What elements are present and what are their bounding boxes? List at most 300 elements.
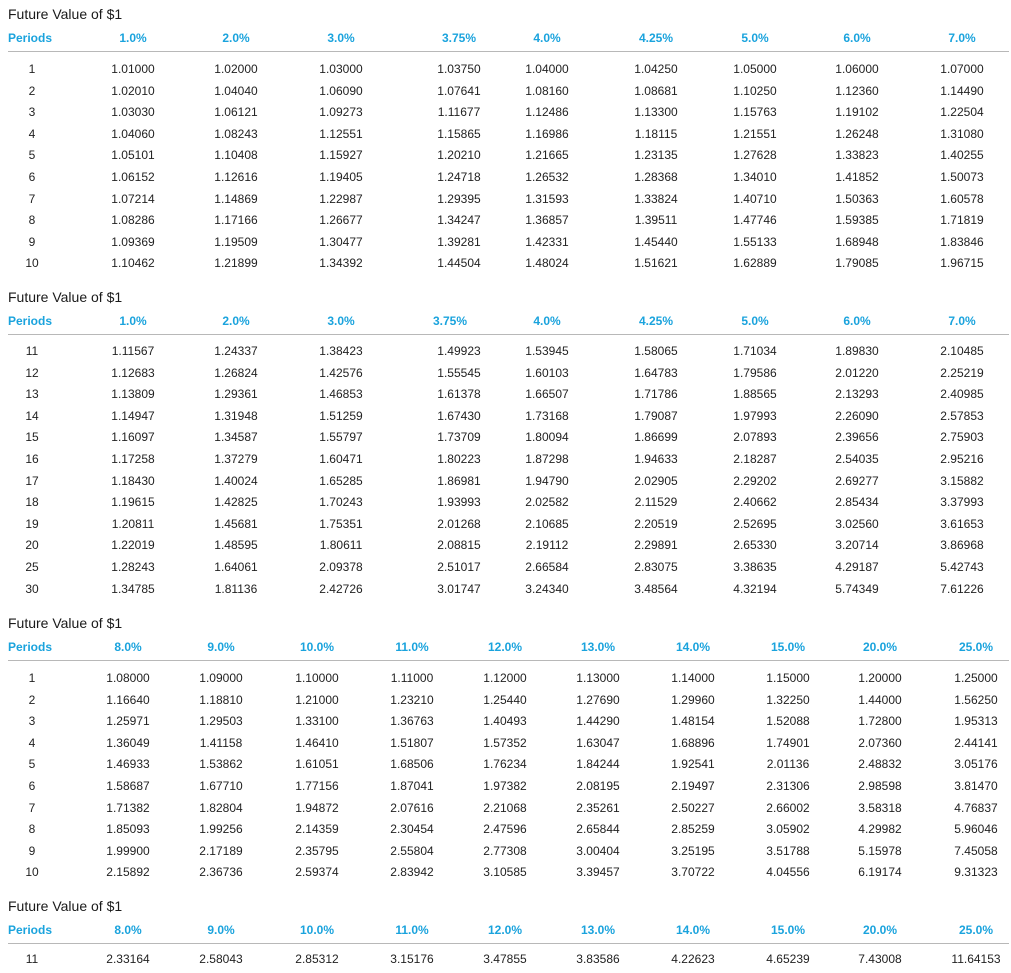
rate-header: 12.0% [487, 923, 523, 937]
period-cell: 3 [28, 714, 36, 729]
factor-cell: 3.86968 [940, 538, 984, 553]
factor-cell: 1.13300 [634, 105, 678, 120]
factor-cell: 1.89830 [835, 344, 879, 358]
factor-cell: 1.19102 [835, 105, 879, 120]
factor-cell: 2.09378 [319, 560, 363, 574]
factor-cell: 1.05000 [733, 62, 777, 76]
period-cell: 30 [25, 581, 39, 596]
rate-header: 5.0% [741, 314, 769, 328]
factor-cell: 1.59385 [835, 213, 879, 228]
rate-header: 4.0% [533, 314, 561, 328]
factor-cell: 1.95313 [954, 714, 998, 729]
factor-cell: 2.50227 [671, 800, 715, 815]
factor-cell: 1.08243 [214, 126, 258, 141]
rate-header: 3.75% [441, 31, 477, 45]
period-cell: 7 [28, 800, 36, 815]
factor-cell: 2.02905 [634, 473, 678, 488]
factor-cell: 2.35261 [576, 800, 620, 815]
factor-cell: 2.48832 [858, 757, 902, 772]
rate-header: 9.0% [207, 640, 235, 654]
factor-cell: 2.13293 [835, 387, 879, 402]
factor-cell: 1.06152 [111, 170, 155, 184]
factor-cell: 1.15865 [437, 126, 481, 141]
factor-cell: 1.82804 [199, 800, 243, 815]
factor-cell: 1.44504 [437, 256, 481, 271]
rate-header: 5.0% [741, 31, 769, 45]
factor-cell: 1.57352 [483, 735, 527, 750]
factor-cell: 4.22623 [671, 952, 715, 966]
factor-cell: 1.46853 [319, 387, 363, 402]
factor-cell: 7.45058 [954, 843, 998, 858]
factor-cell: 2.20519 [634, 516, 678, 531]
factor-cell: 3.00404 [576, 843, 620, 858]
factor-cell: 3.01747 [437, 581, 481, 596]
factor-cell: 1.12683 [111, 365, 155, 380]
factor-cell: 2.85434 [835, 495, 879, 510]
factor-cell: 1.12616 [214, 170, 258, 184]
factor-cell: 1.94633 [634, 452, 678, 466]
factor-cell: 1.14869 [214, 191, 258, 206]
factor-cell: 2.75903 [940, 430, 984, 445]
factor-cell: 2.11529 [634, 495, 678, 510]
factor-cell: 2.10485 [940, 344, 984, 358]
factor-cell: 1.40024 [214, 473, 258, 488]
factor-cell: 3.39457 [576, 865, 620, 880]
factor-cell: 2.85312 [295, 952, 339, 966]
factor-cell: 5.96046 [954, 822, 998, 837]
factor-cell: 1.18115 [634, 126, 678, 141]
factor-cell: 1.15000 [766, 671, 810, 685]
rate-header: 2.0% [222, 31, 250, 45]
factor-cell: 1.06121 [214, 105, 258, 120]
factor-cell: 2.51017 [437, 560, 481, 574]
factor-cell: 1.40255 [940, 148, 984, 163]
factor-cell: 1.83846 [940, 234, 984, 249]
factor-cell: 2.29202 [733, 473, 777, 488]
factor-cell: 4.29982 [858, 822, 902, 837]
factor-cell: 1.85093 [106, 822, 150, 837]
table-title: Future Value of $1 [8, 615, 123, 631]
factor-cell: 1.94790 [525, 473, 569, 488]
period-cell: 14 [25, 408, 39, 423]
factor-cell: 2.95216 [940, 452, 984, 466]
factor-cell: 1.40493 [483, 714, 527, 729]
period-cell: 6 [28, 170, 36, 184]
factor-cell: 1.60103 [525, 365, 569, 380]
factor-cell: 1.28243 [111, 560, 155, 574]
factor-cell: 1.34010 [733, 170, 777, 184]
rate-header: 11.0% [395, 640, 429, 654]
factor-cell: 2.01136 [766, 757, 810, 772]
factor-cell: 1.99256 [199, 822, 243, 837]
periods-header: Periods [8, 314, 53, 328]
factor-cell: 1.34785 [111, 581, 155, 596]
factor-cell: 1.10408 [214, 148, 258, 163]
factor-cell: 1.55797 [319, 430, 363, 445]
factor-cell: 2.08195 [576, 779, 620, 793]
factor-cell: 1.80094 [525, 430, 569, 445]
rate-header: 13.0% [580, 640, 616, 654]
factor-cell: 1.04040 [214, 83, 258, 98]
factor-cell: 1.68506 [390, 757, 434, 772]
factor-cell: 3.02560 [835, 516, 879, 531]
factor-cell: 3.24340 [525, 581, 569, 596]
factor-cell: 1.13809 [111, 387, 155, 402]
factor-cell: 1.80223 [437, 452, 481, 466]
factor-cell: 2.33164 [106, 952, 150, 966]
factor-cell: 1.50363 [835, 191, 879, 206]
factor-cell: 3.58318 [858, 800, 902, 815]
factor-cell: 1.71819 [940, 213, 984, 228]
table-title: Future Value of $1 [8, 6, 123, 22]
header-rule [8, 660, 1009, 661]
factor-cell: 1.03750 [437, 62, 481, 76]
period-cell: 10 [25, 865, 39, 880]
factor-cell: 1.62889 [733, 256, 777, 271]
factor-cell: 1.26532 [525, 170, 569, 184]
factor-cell: 1.29960 [671, 692, 715, 707]
factor-cell: 2.59374 [295, 865, 339, 880]
factor-cell: 2.30454 [390, 822, 434, 837]
factor-cell: 1.01000 [111, 62, 155, 76]
factor-cell: 6.19174 [858, 865, 902, 880]
factor-cell: 1.68896 [671, 735, 715, 750]
factor-cell: 1.33824 [634, 191, 678, 206]
factor-cell: 1.75351 [319, 516, 363, 531]
factor-cell: 1.03000 [319, 62, 363, 76]
factor-cell: 1.97993 [733, 408, 777, 423]
factor-cell: 1.36049 [106, 735, 150, 750]
factor-cell: 1.10000 [295, 671, 339, 685]
factor-cell: 1.11000 [390, 671, 434, 685]
factor-cell: 2.36736 [199, 865, 243, 880]
factor-cell: 2.07893 [733, 430, 777, 445]
factor-cell: 1.26248 [835, 126, 879, 141]
factor-cell: 1.14000 [671, 671, 715, 685]
factor-cell: 7.61226 [940, 581, 984, 596]
factor-cell: 1.29361 [214, 387, 258, 402]
factor-cell: 1.21665 [525, 148, 569, 163]
factor-cell: 2.65844 [576, 822, 620, 837]
factor-cell: 2.47596 [483, 822, 527, 837]
factor-cell: 1.07214 [111, 191, 155, 206]
factor-cell: 4.29187 [835, 560, 879, 574]
factor-cell: 1.76234 [483, 757, 527, 772]
factor-cell: 1.53945 [525, 344, 569, 358]
period-cell: 6 [28, 779, 36, 793]
factor-cell: 1.07641 [437, 83, 481, 98]
factor-cell: 1.33823 [835, 148, 879, 163]
factor-cell: 1.24718 [437, 170, 481, 184]
factor-cell: 1.65285 [319, 473, 363, 488]
factor-cell: 1.45440 [634, 234, 678, 249]
factor-cell: 3.51788 [766, 843, 810, 858]
factor-cell: 1.36763 [390, 714, 434, 729]
rate-header: 3.0% [327, 31, 355, 45]
factor-cell: 1.32250 [766, 692, 810, 707]
period-cell: 11 [25, 344, 39, 358]
period-cell: 12 [25, 365, 39, 380]
factor-cell: 1.17258 [111, 452, 155, 466]
period-cell: 20 [25, 538, 39, 553]
factor-cell: 1.52088 [766, 714, 810, 729]
factor-cell: 2.02582 [525, 495, 569, 510]
period-cell: 17 [25, 473, 39, 488]
factor-cell: 1.34587 [214, 430, 258, 445]
factor-cell: 2.40662 [733, 495, 777, 510]
factor-cell: 1.33100 [295, 714, 339, 729]
factor-cell: 2.42726 [319, 581, 363, 596]
rate-header: 25.0% [958, 923, 994, 937]
rate-header: 20.0% [862, 640, 898, 654]
rate-header: 10.0% [299, 640, 335, 654]
factor-cell: 1.16097 [111, 430, 155, 445]
factor-cell: 1.39511 [634, 213, 678, 228]
period-cell: 25 [25, 560, 39, 574]
factor-cell: 1.27628 [733, 148, 777, 163]
factor-cell: 2.83942 [390, 865, 434, 880]
factor-cell: 1.46933 [106, 757, 150, 772]
factor-cell: 1.48154 [671, 714, 715, 729]
factor-cell: 1.46410 [295, 735, 339, 750]
factor-cell: 2.17189 [199, 843, 243, 858]
factor-cell: 1.68948 [835, 234, 879, 249]
rate-header: 4.0% [533, 31, 561, 45]
periods-header: Periods [8, 923, 53, 937]
factor-cell: 1.50073 [940, 170, 984, 184]
factor-cell: 2.98598 [858, 779, 902, 793]
factor-cell: 1.86699 [634, 430, 678, 445]
factor-cell: 1.79586 [733, 365, 777, 380]
factor-cell: 1.10462 [111, 256, 155, 271]
factor-cell: 1.22987 [319, 191, 363, 206]
factor-cell: 3.61653 [940, 516, 984, 531]
factor-cell: 2.54035 [835, 452, 879, 466]
factor-cell: 1.04000 [525, 62, 569, 76]
factor-cell: 1.28368 [634, 170, 678, 184]
rate-header: 7.0% [948, 31, 976, 45]
period-cell: 9 [28, 234, 36, 249]
rate-header: 1.0% [119, 31, 147, 45]
factor-cell: 1.09273 [319, 105, 363, 120]
rate-header: 11.0% [395, 923, 429, 937]
factor-cell: 1.70243 [319, 495, 363, 510]
factor-cell: 1.20210 [437, 148, 481, 163]
factor-cell: 3.70722 [671, 865, 715, 880]
factor-cell: 1.87298 [525, 452, 569, 466]
factor-cell: 1.29503 [199, 714, 243, 729]
rate-header: 13.0% [580, 923, 616, 937]
factor-cell: 11.64153 [951, 952, 1001, 966]
factor-cell: 2.07360 [858, 735, 902, 750]
rate-header: 2.0% [222, 314, 250, 328]
factor-cell: 1.39281 [437, 234, 481, 249]
factor-cell: 2.07616 [390, 800, 434, 815]
factor-cell: 1.63047 [576, 735, 620, 750]
period-cell: 1 [28, 62, 36, 76]
factor-cell: 1.26824 [214, 365, 258, 380]
factor-cell: 1.48024 [525, 256, 569, 271]
rate-header: 25.0% [958, 640, 994, 654]
factor-cell: 1.15763 [733, 105, 777, 120]
period-cell: 3 [28, 105, 36, 120]
factor-cell: 1.20000 [858, 671, 902, 685]
factor-cell: 5.74349 [835, 581, 879, 596]
periods-header: Periods [8, 640, 53, 654]
period-cell: 4 [28, 735, 36, 750]
factor-cell: 4.32194 [733, 581, 777, 596]
factor-cell: 1.08160 [525, 83, 569, 98]
factor-cell: 7.43008 [858, 952, 902, 966]
period-cell: 2 [28, 83, 36, 98]
factor-cell: 1.47746 [733, 213, 777, 228]
factor-cell: 2.77308 [483, 843, 527, 858]
factor-cell: 2.85259 [671, 822, 715, 837]
factor-cell: 1.29395 [437, 191, 481, 206]
factor-cell: 1.94872 [295, 800, 339, 815]
factor-cell: 1.03030 [111, 105, 155, 120]
factor-cell: 1.84244 [576, 757, 620, 772]
factor-cell: 2.58043 [199, 952, 243, 966]
factor-cell: 1.42576 [319, 365, 363, 380]
period-cell: 4 [28, 126, 36, 141]
factor-cell: 1.09369 [111, 234, 155, 249]
rate-header: 4.25% [638, 314, 674, 328]
factor-cell: 1.19509 [214, 234, 258, 249]
factor-cell: 1.22019 [111, 538, 155, 553]
factor-cell: 1.97382 [483, 779, 527, 793]
factor-cell: 1.67430 [437, 408, 481, 423]
factor-cell: 1.64783 [634, 365, 678, 380]
factor-cell: 3.47855 [483, 952, 527, 966]
factor-cell: 1.08681 [634, 83, 678, 98]
rate-header: 3.0% [327, 314, 355, 328]
factor-cell: 1.66507 [525, 387, 569, 402]
factor-cell: 1.30477 [319, 234, 363, 249]
factor-cell: 3.81470 [954, 779, 998, 793]
period-cell: 19 [25, 516, 39, 531]
factor-cell: 1.96715 [940, 256, 984, 271]
factor-cell: 1.02000 [214, 62, 258, 76]
rate-header: 20.0% [862, 923, 898, 937]
factor-cell: 1.71786 [634, 387, 678, 402]
factor-cell: 3.38635 [733, 560, 777, 574]
factor-cell: 1.16640 [106, 692, 150, 707]
factor-cell: 1.93993 [437, 495, 481, 510]
factor-cell: 1.21899 [214, 256, 258, 271]
factor-cell: 1.56250 [954, 692, 998, 707]
factor-cell: 1.41158 [199, 735, 243, 750]
factor-cell: 1.15927 [319, 148, 363, 163]
period-cell: 2 [28, 692, 36, 707]
factor-cell: 1.79087 [634, 408, 678, 423]
factor-cell: 1.02010 [111, 83, 155, 98]
factor-cell: 1.41852 [835, 170, 879, 184]
factor-cell: 1.07000 [940, 62, 984, 76]
factor-cell: 1.37279 [214, 452, 258, 466]
factor-cell: 1.88565 [733, 387, 777, 402]
factor-cell: 2.57853 [940, 408, 984, 423]
rate-header: 12.0% [487, 640, 523, 654]
period-cell: 8 [28, 822, 36, 837]
factor-cell: 4.65239 [766, 952, 810, 966]
factor-cell: 1.55133 [733, 234, 777, 249]
factor-cell: 1.45681 [214, 516, 258, 531]
factor-cell: 1.64061 [214, 560, 258, 574]
factor-cell: 2.55804 [390, 843, 434, 858]
factor-cell: 2.15892 [106, 865, 150, 880]
factor-cell: 1.08000 [106, 671, 150, 685]
period-cell: 5 [28, 757, 36, 772]
factor-cell: 3.15176 [390, 952, 434, 966]
factor-cell: 2.31306 [766, 779, 810, 793]
factor-cell: 2.25219 [940, 365, 984, 380]
factor-cell: 4.76837 [954, 800, 998, 815]
factor-cell: 1.23210 [390, 692, 434, 707]
rate-header: 8.0% [114, 923, 142, 937]
factor-cell: 2.39656 [835, 430, 879, 445]
factor-cell: 1.61378 [437, 387, 481, 402]
factor-cell: 1.20811 [111, 516, 155, 531]
factor-cell: 2.35795 [295, 843, 339, 858]
factor-cell: 3.83586 [576, 952, 620, 966]
factor-cell: 1.26677 [319, 213, 363, 228]
table-title: Future Value of $1 [8, 289, 123, 305]
factor-cell: 2.83075 [634, 560, 678, 574]
factor-cell: 1.36857 [525, 213, 569, 228]
rate-header: 7.0% [948, 314, 976, 328]
factor-cell: 2.18287 [733, 452, 777, 466]
factor-cell: 1.55545 [437, 365, 481, 380]
factor-cell: 1.04250 [634, 62, 678, 76]
factor-cell: 2.69277 [835, 473, 879, 488]
factor-cell: 2.01268 [437, 516, 481, 531]
factor-cell: 1.51621 [634, 256, 678, 271]
factor-cell: 4.04556 [766, 865, 810, 880]
factor-cell: 1.17166 [214, 213, 258, 228]
period-cell: 18 [25, 495, 39, 510]
factor-cell: 1.04060 [111, 126, 155, 141]
rate-header: 1.0% [119, 314, 147, 328]
factor-cell: 1.87041 [390, 779, 434, 793]
factor-cell: 1.42825 [214, 495, 258, 510]
period-cell: 11 [25, 952, 39, 966]
factor-cell: 1.34247 [437, 213, 481, 228]
factor-cell: 2.65330 [733, 538, 777, 553]
factor-cell: 1.99900 [106, 843, 150, 858]
factor-cell: 1.71034 [733, 344, 777, 358]
factor-cell: 1.27690 [576, 692, 620, 707]
factor-cell: 1.31080 [940, 126, 984, 141]
factor-cell: 2.44141 [954, 735, 998, 750]
factor-cell: 2.19112 [525, 538, 569, 553]
factor-cell: 2.52695 [733, 516, 777, 531]
factor-cell: 1.38423 [319, 344, 363, 358]
factor-cell: 1.16986 [525, 126, 569, 141]
factor-cell: 2.26090 [835, 408, 879, 423]
factor-cell: 1.18810 [199, 692, 243, 707]
factor-cell: 1.51807 [390, 735, 434, 750]
factor-cell: 1.06000 [835, 62, 879, 76]
rate-header: 4.25% [638, 31, 674, 45]
rate-header: 6.0% [843, 314, 871, 328]
factor-cell: 1.81136 [214, 581, 258, 596]
header-rule [8, 334, 1009, 335]
factor-cell: 1.31948 [214, 408, 258, 423]
factor-cell: 1.21000 [295, 692, 339, 707]
period-cell: 13 [25, 387, 39, 402]
factor-cell: 3.20714 [835, 538, 879, 553]
